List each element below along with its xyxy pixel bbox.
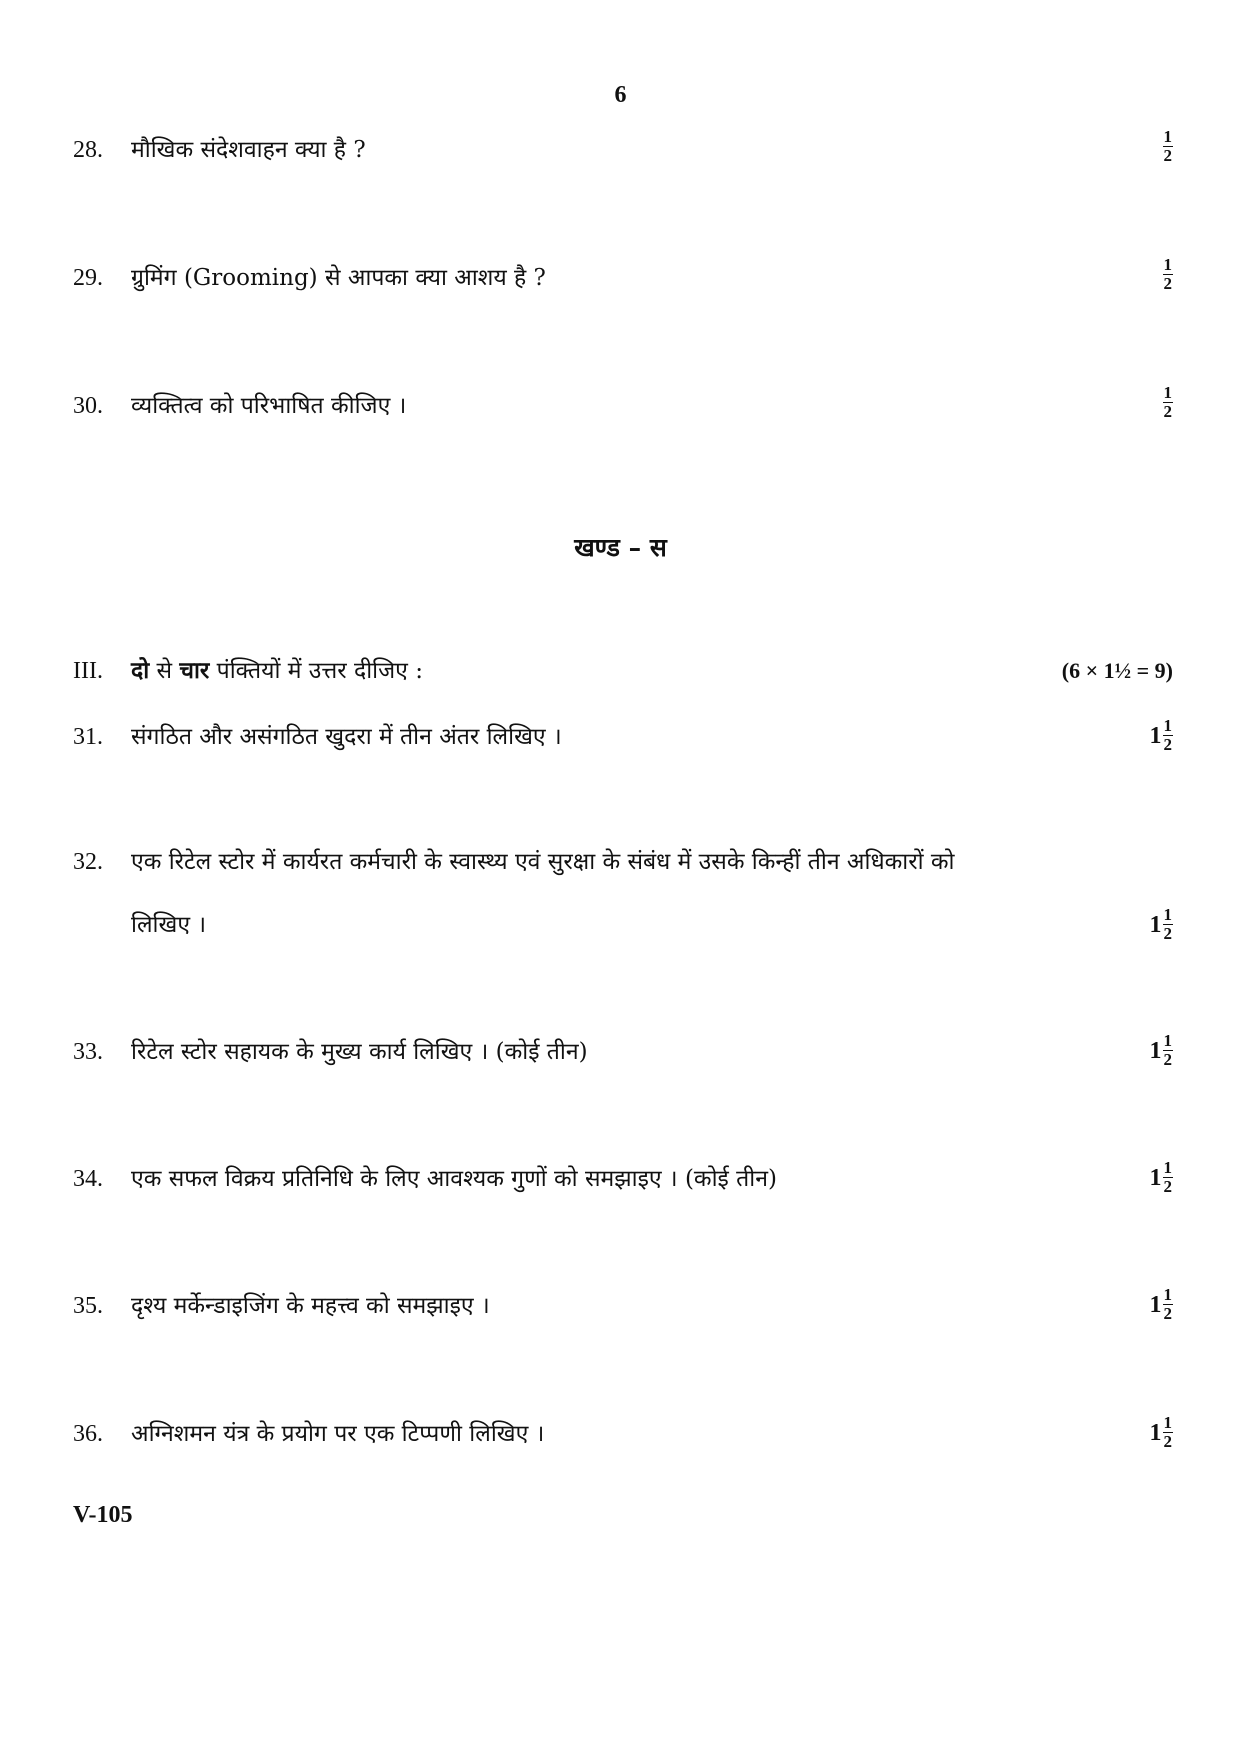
question-text: अग्निशमन यंत्र के प्रयोग पर एक टिप्पणी लिखिए । <box>131 1421 545 1447</box>
question-text: एक रिटेल स्टोर में कार्यरत कर्मचारी के स्वास्थ्य एवं सुरक्षा के संबंध में उसके किन्हीं तीन अधिकारों को <box>131 849 955 875</box>
question-marks: 1 $\frac{1}{2}$ <box>1149 716 1172 754</box>
instruction-number: III. <box>73 658 103 684</box>
question-number: 30. <box>73 393 103 419</box>
question-marks: $\frac{1}{2}$ <box>1163 383 1172 421</box>
section-title: खण्ड – स <box>574 533 667 562</box>
question-marks: 1 $\frac{1}{2}$ <box>1149 905 1172 943</box>
paper-code: V-105 <box>73 1502 133 1528</box>
question-text: व्यक्तित्व को परिभाषित कीजिए । <box>131 393 407 419</box>
question-number: 33. <box>73 1039 103 1065</box>
instruction-marks: (6 × 1½ = 9) <box>1061 658 1173 683</box>
question-text: रिटेल स्टोर सहायक के मुख्य कार्य लिखिए । (कोई तीन) <box>131 1039 588 1065</box>
question-number: 35. <box>73 1293 103 1319</box>
question-text: दृश्य मर्केन्डाइजिंग के महत्त्व को समझाइए । <box>131 1293 490 1319</box>
question-number: 36. <box>73 1421 103 1447</box>
question-marks: 1 $\frac{1}{2}$ <box>1149 1031 1172 1069</box>
question-marks: 1 $\frac{1}{2}$ <box>1149 1285 1172 1323</box>
question-number: 32. <box>73 849 103 875</box>
question-text: एक सफल विक्रय प्रतिनिधि के लिए आवश्यक गुणों को समझाइए । (कोई तीन) <box>131 1166 777 1192</box>
question-number: 29. <box>73 265 103 291</box>
question-text-continued: लिखिए । <box>131 912 207 938</box>
question-text: ग्रुमिंग (Grooming) से आपका क्या आशय है ? <box>131 265 546 291</box>
question-marks: $\frac{1}{2}$ <box>1163 127 1172 165</box>
instruction-text: दो से चार पंक्तियों में उत्तर दीजिए : <box>131 657 423 684</box>
question-number: 34. <box>73 1166 103 1192</box>
page-number: 6 <box>614 82 627 108</box>
question-number: 28. <box>73 137 103 163</box>
question-marks: $\frac{1}{2}$ <box>1163 255 1172 293</box>
question-marks: 1 $\frac{1}{2}$ <box>1149 1413 1172 1451</box>
question-text: संगठित और असंगठित खुदरा में तीन अंतर लिखिए । <box>131 724 562 750</box>
question-marks: 1 $\frac{1}{2}$ <box>1149 1158 1172 1196</box>
question-text: मौखिक संदेशवाहन क्या है ? <box>131 137 366 163</box>
question-number: 31. <box>73 724 103 750</box>
